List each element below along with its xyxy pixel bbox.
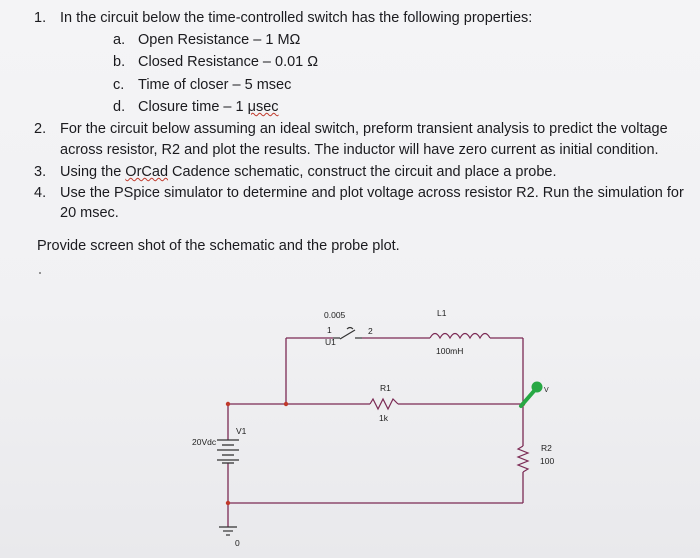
dc-source-symbol [217, 440, 239, 463]
inductor-name: L1 [437, 308, 447, 318]
q1c-letter: c. [113, 77, 125, 93]
q1b-letter: b. [113, 54, 126, 70]
q1-text: In the circuit below the time-controlled switch has the following properties: [60, 10, 533, 26]
spellcheck-word: OrCad [125, 164, 169, 180]
q1a-letter: a. [113, 32, 126, 48]
resistor-r2-symbol [518, 446, 528, 472]
circuit-wires [228, 338, 523, 527]
q1-number: 1. [34, 10, 47, 26]
r1-name: R1 [380, 383, 391, 393]
q2-line1: For the circuit below assuming an ideal switch, preform transient analysis to predict the voltage [60, 121, 668, 137]
q3-text: Using the OrCad Cadence schematic, construct the circuit and place a probe. [60, 164, 557, 180]
node-dot [226, 402, 230, 406]
inductor-value: 100mH [436, 346, 464, 356]
r2-name: R2 [541, 443, 552, 453]
stray-dot [39, 272, 41, 274]
r2-value: 100 [540, 456, 555, 466]
ground-symbol [219, 527, 237, 535]
switch-pin1: 1 [327, 325, 332, 335]
q1d-letter: d. [113, 99, 126, 115]
switch-name: U1 [325, 337, 336, 347]
node-dot [284, 402, 288, 406]
time-switch-symbol [333, 328, 362, 340]
voltage-probe-icon [521, 382, 549, 407]
source-name: V1 [236, 426, 247, 436]
spellcheck-word: μsec [247, 99, 279, 115]
q1d-text: Closure time – 1 μsec [138, 99, 279, 115]
switch-pin2: 2 [368, 326, 373, 336]
svg-text:V: V [544, 387, 549, 394]
provide-instruction: Provide screen shot of the schematic and the probe plot. [37, 238, 400, 254]
q1a-text: Open Resistance – 1 MΩ [138, 32, 301, 48]
q1b-text: Closed Resistance – 0.01 Ω [138, 54, 319, 70]
switch-time-label: 0.005 [324, 310, 346, 320]
ground-label: 0 [235, 538, 240, 548]
node-dot [226, 501, 230, 505]
source-value: 20Vdc [192, 437, 217, 447]
q2-line2: across resistor, R2 and plot the results. The inductor will have zero current as initial condition. [60, 142, 659, 158]
q4-line1: Use the PSpice simulator to determine and plot voltage across resistor R2. Run the simulation for [60, 185, 684, 201]
q2-number: 2. [34, 121, 47, 137]
r1-value: 1k [379, 413, 388, 423]
inductor-symbol [430, 334, 490, 339]
q1c-text: Time of closer – 5 msec [138, 77, 292, 93]
resistor-r1-symbol [370, 399, 398, 409]
q4-line2: 20 msec. [60, 205, 119, 221]
q4-number: 4. [34, 185, 47, 201]
q3-number: 3. [34, 164, 47, 180]
